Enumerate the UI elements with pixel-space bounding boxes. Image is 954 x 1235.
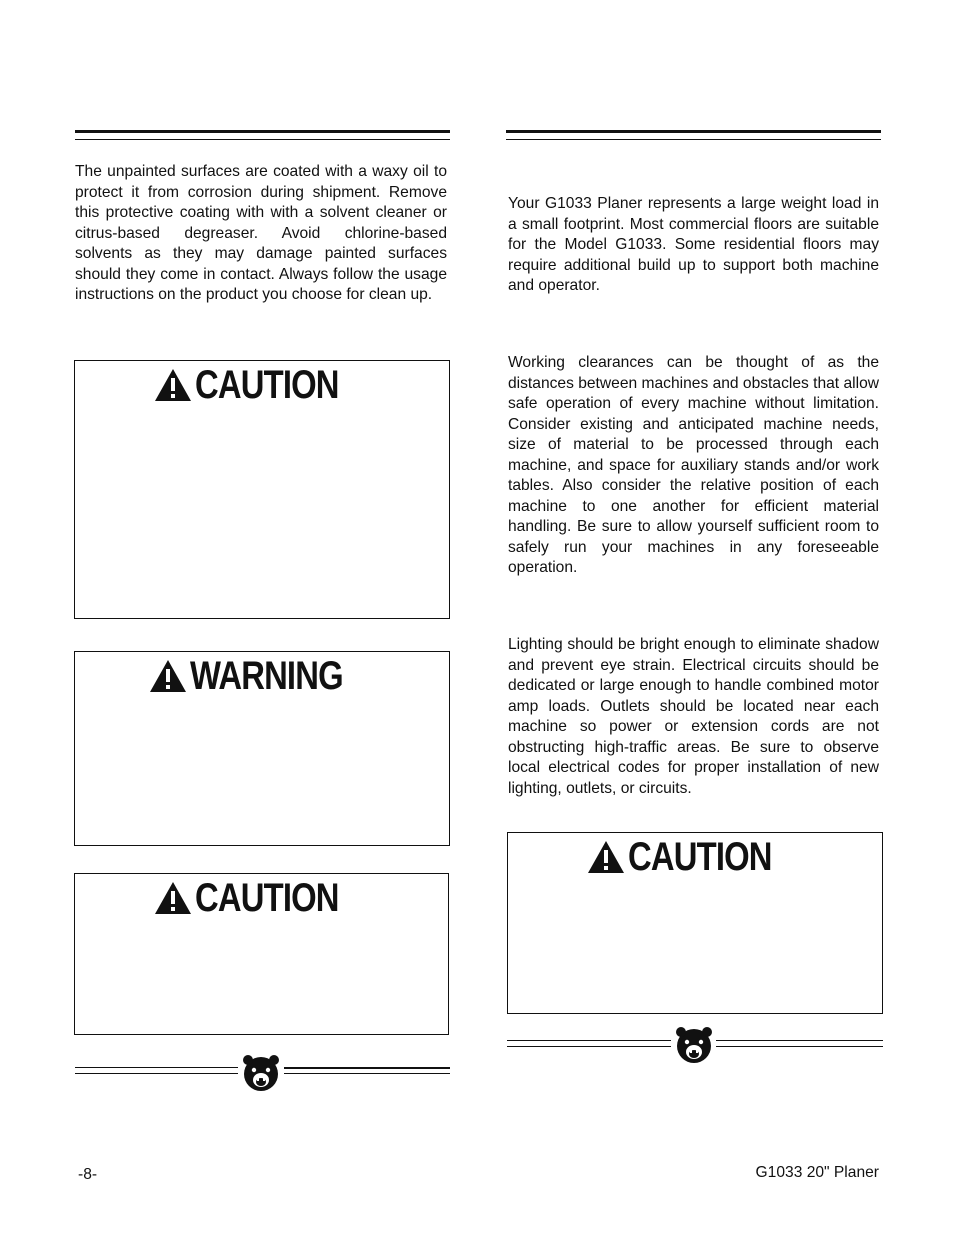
bear-logo-icon	[674, 1025, 714, 1065]
caution-box-2	[74, 873, 449, 1035]
warning-triangle-icon	[153, 880, 193, 916]
caution-label-3: CAUTION	[628, 835, 773, 879]
warning-triangle-icon	[153, 367, 193, 403]
bear-logo-icon	[241, 1053, 281, 1093]
caution-label-2: CAUTION	[194, 876, 339, 920]
working-clearances-paragraph: Working clearances can be thought of as the distances between machines and obstacles that allow safe operation of every machine without limitation. Consider existing and anticipated machine needs, size of material to be processed through each machine, and space for auxiliary stands and/or work tables. Also consider the relative position of each machine to one another for efficient material handling. Be sure to allow yourself sufficient room to safely run your machines in any foreseeable operation.	[508, 354, 880, 576]
warning-triangle-icon	[148, 658, 188, 694]
caution-box-3	[507, 832, 883, 1014]
warning-box	[74, 651, 450, 846]
lighting-paragraph: Lighting should be bright enough to eliminate shadow and prevent eye strain. Electrical circuits should be dedicated or large enough to handle combined motor amp loads. Outlets should be located near each machine so power or extension cords are not obstructing high-traffic areas. Be sure to observe local electrical codes for proper installation of new lighting, outlets, or circuits.	[508, 636, 879, 797]
floor-load-paragraph: Your G1033 Planer represents a large weight load in a small footprint. Most commercial floors are suitable for the Model G1033. Some residential floors may require additional build up to support both machine and operator.	[508, 195, 879, 294]
left-bear-divider	[75, 1053, 450, 1093]
left-top-rule	[75, 130, 450, 140]
clean-up-paragraph: The unpainted surfaces are coated with a waxy oil to protect it from corrosion during shipment. Remove this protective coating with with a solvent cleaner or citrus-based degreaser. Avoid chlorine-based solvents as they may damage painted surfaces should they come in contact. Always follow the usage instructions on the product you choose for clean up.	[75, 163, 447, 303]
footer-model: G1033 20" Planer	[755, 1164, 879, 1181]
warning-label: WARNING	[189, 654, 343, 698]
caution-label-1: CAUTION	[195, 363, 340, 407]
right-top-rule	[506, 130, 881, 140]
right-bear-divider	[507, 1025, 883, 1065]
caution-box-1	[74, 360, 450, 619]
page-number: -8-	[78, 1166, 98, 1183]
warning-triangle-icon	[586, 839, 626, 875]
